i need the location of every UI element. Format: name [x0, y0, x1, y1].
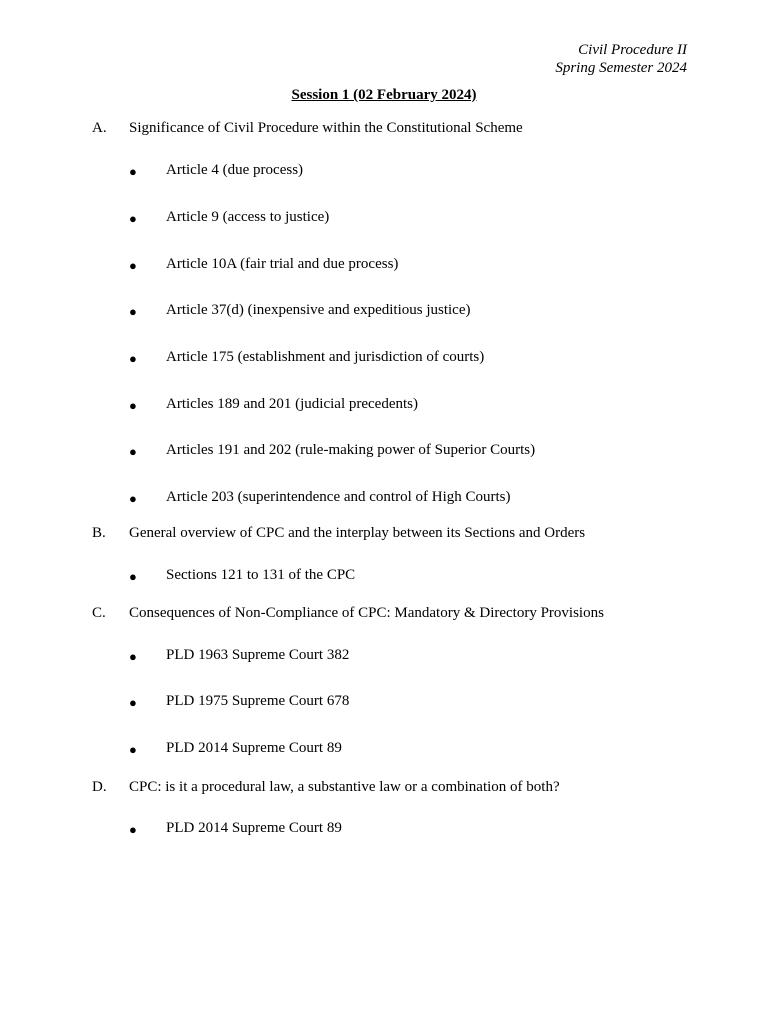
- section-letter: A.: [92, 120, 107, 136]
- section-heading: CPC: is it a procedural law, a substantive law or a combination of both?: [129, 779, 560, 795]
- list-item: Article 9 (access to justice): [166, 209, 330, 225]
- list-item: Article 37(d) (inexpensive and expeditious justice): [166, 302, 471, 318]
- bullet-icon: ●: [129, 211, 137, 226]
- bullet-icon: ●: [129, 444, 137, 459]
- bullet-icon: ●: [129, 569, 137, 584]
- bullet-icon: ●: [129, 258, 137, 273]
- list-item: Article 175 (establishment and jurisdiction of courts): [166, 349, 485, 365]
- section-heading: Consequences of Non-Compliance of CPC: Mandatory & Directory Provisions: [129, 605, 604, 621]
- list-item: Articles 191 and 202 (rule-making power of Superior Courts): [166, 442, 536, 458]
- list-item: Article 10A (fair trial and due process): [166, 256, 399, 272]
- bullet-icon: ●: [129, 304, 137, 319]
- bullet-icon: ●: [129, 491, 137, 506]
- bullet-icon: ●: [129, 822, 137, 837]
- list-item: Sections 121 to 131 of the CPC: [166, 567, 356, 583]
- list-item: PLD 2014 Supreme Court 89: [166, 740, 342, 756]
- section-letter: C.: [92, 605, 106, 621]
- section-letter: D.: [92, 779, 107, 795]
- list-item: Article 203 (superintendence and control of High Courts): [166, 489, 511, 505]
- section-heading: Significance of Civil Procedure within the Constitutional Scheme: [129, 120, 523, 136]
- bullet-icon: ●: [129, 164, 137, 179]
- course-title: Civil Procedure II: [578, 42, 687, 58]
- section-heading: General overview of CPC and the interplay between its Sections and Orders: [129, 525, 586, 541]
- bullet-icon: ●: [129, 695, 137, 710]
- session-title: Session 1 (02 February 2024): [291, 87, 477, 103]
- bullet-icon: ●: [129, 398, 137, 413]
- bullet-icon: ●: [129, 649, 137, 664]
- list-item: PLD 1975 Supreme Court 678: [166, 693, 350, 709]
- bullet-icon: ●: [129, 351, 137, 366]
- list-item: Articles 189 and 201 (judicial precedents): [166, 396, 418, 412]
- bullet-icon: ●: [129, 742, 137, 757]
- list-item: PLD 1963 Supreme Court 382: [166, 647, 350, 663]
- semester-label: Spring Semester 2024: [555, 60, 687, 76]
- section-letter: B.: [92, 525, 106, 541]
- list-item: Article 4 (due process): [166, 162, 304, 178]
- list-item: PLD 2014 Supreme Court 89: [166, 820, 342, 836]
